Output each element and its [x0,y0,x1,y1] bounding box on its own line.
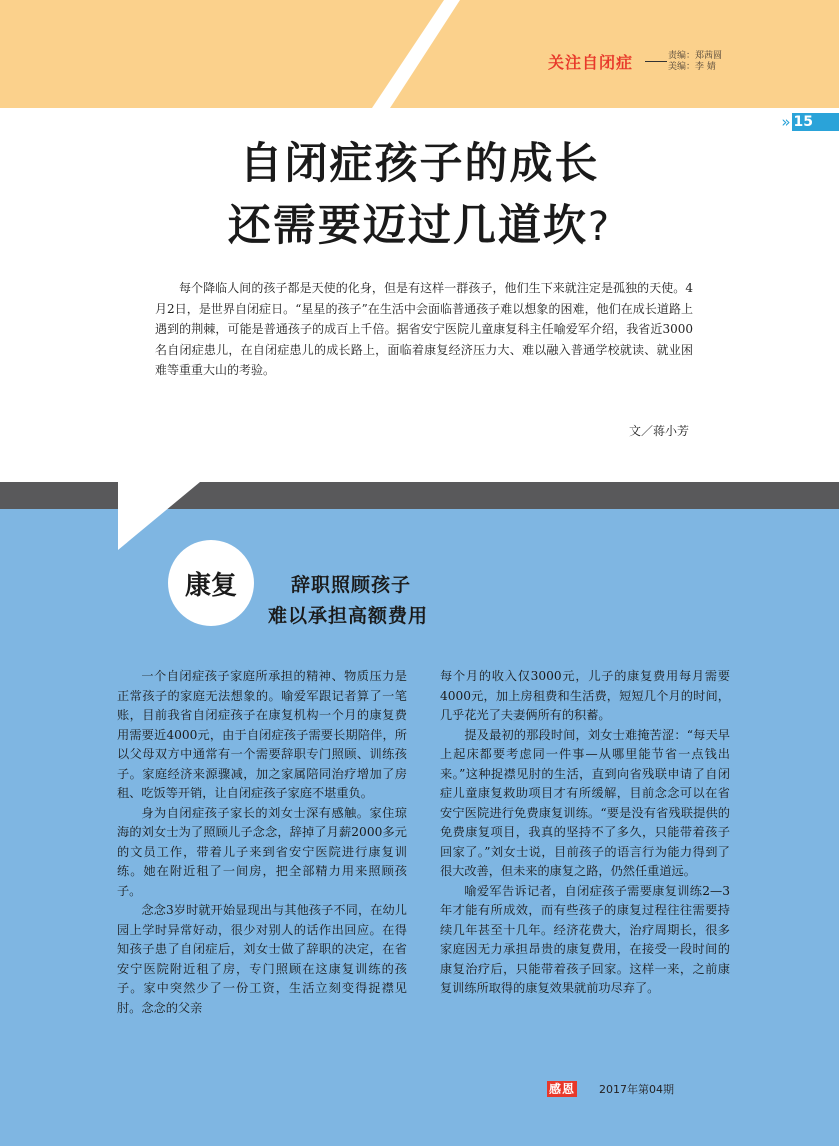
section-white-wedge [0,482,200,562]
page-number: 15 [792,113,839,131]
page-arrow-icon: » [781,113,791,131]
title-line-1: 自闭症孩子的成长 [239,139,600,189]
body-column-right [440,667,730,999]
designer-name: 美编：李 婧 [668,62,716,72]
subtitle-line-2: 难以承担高额费用 [268,605,429,627]
title-line-2-text: 还需要迈过几道坎 [227,201,588,251]
byline: 文／蒋小芳 [628,424,689,438]
column-divider [645,61,667,62]
page-number-tab [781,113,839,131]
section-badge: 康复 [168,540,254,626]
intro-paragraph: 每个降临人间的孩子都是天使的化身，但是有这样一群孩子，他们生下来就注定是孤独的天使。4月2日，是世界自闭症日。“星星的孩子”在生活中会面临普通孩子难以想象的困难，他们在成长道路上遇到的荆棘，可能是普通孩子的成百上千倍。据省安宁医院儿童康复科主任喻爱军介绍，我省近3000名自闭症患儿，在自闭症患儿的成长路上，面临着康复经济压力大、难以融入普通学校就读、就业困难等重重大山的考验。 [155,281,693,377]
body-paragraph: 喻爱军告诉记者，自闭症孩子需要康复训练2—3年才能有所成效，而有些孩子的康复过程往往需要持续几年甚至十几年。经济花费大，治疗周期长，很多家庭因无力承担昂贵的康复费用，在接受一段时间的康复治疗后，只能带着孩子回家。这样一来，之前康复训练所取得的康复效果就前功尽弃了。 [440,883,730,995]
body-column-left [117,667,407,1018]
subtitle-line-1: 辞职照顾孩子 [291,574,412,596]
body-paragraph: 一个自闭症孩子家庭所承担的精神、物质压力是正常孩子的家庭无法想象的。喻爱军跟记者算了一笔账，目前我省自闭症孩子在康复机构一个月的康复费用需要近4000元，由于自闭症孩子需要长期陪伴，所以父母双方中通常有一个需要辞职专门照顾、训练孩子。家庭经济来源骤减，加之家属陪同治疗增加了房租、吃饭等开销，让自闭症孩子家庭不堪重负。 [117,669,407,800]
issue-number: 2017年第04期 [599,1083,675,1096]
magazine-logo: 感恩 [549,1082,576,1096]
editor-name: 责编：郑茜圆 [668,51,723,61]
body-paragraph: 提及最初的那段时间，刘女士难掩苦涩：“每天早上起床都要考虑同一件事—从哪里能节省一点钱出来。”这种捉襟见肘的生活，直到向省残联申请了自闭症儿童康复救助项目才有所缓解，目前念念可以在省安宁医院进行免费康复训练。“要是没有省残联提供的免费康复项目，我真的坚持不了多久，只能带着孩子回家了。”刘女士说，目前孩子的语言行为能力得到了很大改善，但未来的康复之路，仍然任重道远。 [440,727,730,878]
body-paragraph: 每个月的收入仅3000元，儿子的康复费用每月需要4000元，加上房租费和生活费，短短几个月的时间，几乎花光了夫妻俩所有的积蓄。 [440,669,730,722]
body-paragraph: 身为自闭症孩子家长的刘女士深有感触。家住琼海的刘女士为了照顾儿子念念，辞掉了月薪2000多元的文员工作，带着儿子来到省安宁医院进行康复训练。她在附近租了一间房，把全部精力用来照顾孩子。 [117,805,407,898]
page-footer [547,1081,674,1097]
body-paragraph: 念念3岁时就开始显现出与其他孩子不同，在幼儿园上学时异常好动，很少对别人的话作出回应。在得知孩子患了自闭症后，刘女士做了辞职的决定，在省安宁医院附近租了房，专门照顾在这康复训练的孩子。家中突然少了一份工资，生活立刻变得捉襟见肘。念念的父亲 [117,903,407,1015]
title-line-2 [0,192,839,253]
column-name: 关注自闭症 [548,53,634,72]
title-question-mark: ? [587,204,612,250]
editor-credits [668,51,722,73]
